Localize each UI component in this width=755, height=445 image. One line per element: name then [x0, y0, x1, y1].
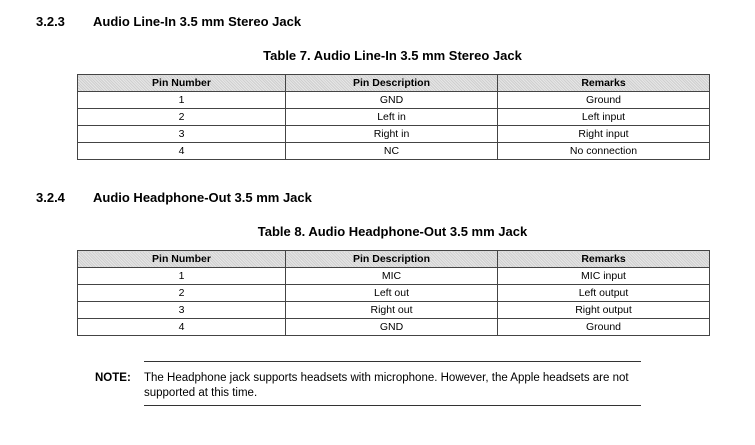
- pin-description-cell: Right out: [286, 302, 498, 319]
- remarks-cell: No connection: [498, 143, 710, 160]
- column-header-pin-number: Pin Number: [78, 75, 286, 92]
- table-row: [78, 109, 710, 126]
- section-heading-3-2-4: [36, 190, 312, 205]
- table-7: [77, 74, 710, 160]
- pin-number-cell: 1: [78, 268, 286, 285]
- pin-description-cell: MIC: [286, 268, 498, 285]
- pin-number-cell: 3: [78, 302, 286, 319]
- section-heading-3-2-3: [36, 14, 301, 29]
- remarks-cell: Ground: [498, 92, 710, 109]
- table-row: [78, 302, 710, 319]
- pin-number-cell: 4: [78, 143, 286, 160]
- table-row: [78, 268, 710, 285]
- remarks-cell: MIC input: [498, 268, 710, 285]
- pin-number-cell: 3: [78, 126, 286, 143]
- section-title: Audio Headphone-Out 3.5 mm Jack: [93, 190, 312, 205]
- column-header-pin-description: Pin Description: [286, 251, 498, 268]
- pin-description-cell: Right in: [286, 126, 498, 143]
- column-header-remarks: Remarks: [498, 251, 710, 268]
- table-row: [78, 143, 710, 160]
- table-8-caption: Table 8. Audio Headphone-Out 3.5 mm Jack: [257, 224, 528, 239]
- note-text: The Headphone jack supports headsets with microphone. However, the Apple headsets are not supported at this time.: [144, 372, 629, 399]
- table-row: [78, 92, 710, 109]
- table-header-row: [78, 75, 710, 92]
- pin-description-cell: GND: [286, 92, 498, 109]
- column-header-pin-number: Pin Number: [78, 251, 286, 268]
- section-number: 3.2.4: [36, 190, 65, 205]
- pin-number-cell: 2: [78, 285, 286, 302]
- pin-number-cell: 2: [78, 109, 286, 126]
- column-header-remarks: Remarks: [498, 75, 710, 92]
- section-title: Audio Line-In 3.5 mm Stereo Jack: [93, 14, 302, 29]
- table-row: [78, 126, 710, 143]
- pin-description-cell: Left out: [286, 285, 498, 302]
- pin-description-cell: GND: [286, 319, 498, 336]
- pin-number-cell: 4: [78, 319, 286, 336]
- remarks-cell: Left output: [498, 285, 710, 302]
- note-top-divider: [144, 361, 641, 362]
- table-8: [77, 250, 710, 336]
- pin-description-cell: NC: [286, 143, 498, 160]
- note-label: NOTE:: [95, 372, 131, 384]
- table-row: [78, 285, 710, 302]
- table-7-caption: Table 7. Audio Line-In 3.5 mm Stereo Jack: [263, 48, 522, 63]
- remarks-cell: Right output: [498, 302, 710, 319]
- table-header-row: [78, 251, 710, 268]
- column-header-pin-description: Pin Description: [286, 75, 498, 92]
- pin-number-cell: 1: [78, 92, 286, 109]
- remarks-cell: Right input: [498, 126, 710, 143]
- section-number: 3.2.3: [36, 14, 65, 29]
- pin-description-cell: Left in: [286, 109, 498, 126]
- remarks-cell: Left input: [498, 109, 710, 126]
- table-row: [78, 319, 710, 336]
- remarks-cell: Ground: [498, 319, 710, 336]
- note-bottom-divider: [144, 405, 641, 406]
